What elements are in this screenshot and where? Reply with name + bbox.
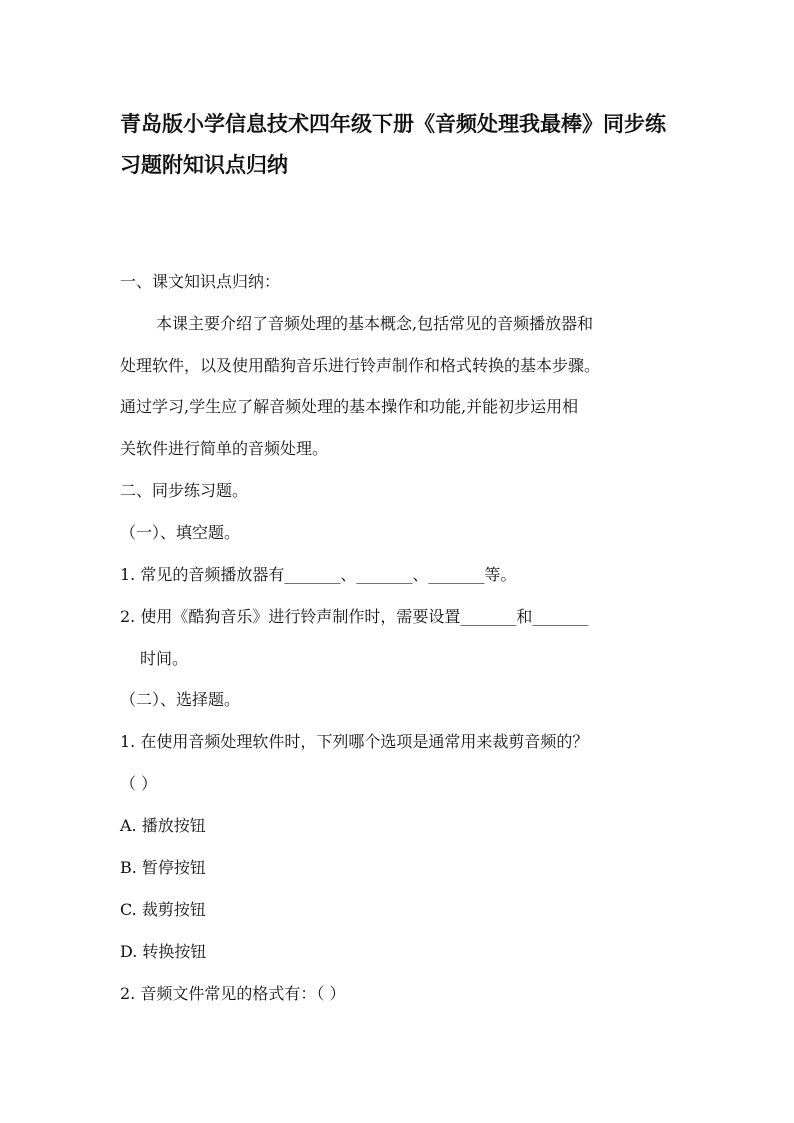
- fill-question-2-line-1: 2. 使用《酷狗音乐》进行铃声制作时，需要设置_______和_______: [120, 607, 589, 626]
- choice-question-1: 1. 在使用音频处理软件时，下列哪个选项是通常用来裁剪音频的？: [120, 732, 589, 751]
- choice-question-2: 2. 音频文件常见的格式有：（ ）: [120, 984, 346, 1003]
- fill-blank-heading: （一）、填空题。: [120, 523, 241, 542]
- choice-option-d: D. 转换按钮: [120, 942, 207, 961]
- summary-line-2: 处理软件，以及使用酷狗音乐进行铃声制作和格式转换的基本步骤。: [120, 356, 601, 375]
- fill-question-1: 1. 常见的音频播放器有_______、_______、_______等。: [120, 565, 517, 584]
- fill-question-2-line-2: 时间。: [140, 649, 189, 668]
- choice-option-c: C. 裁剪按钮: [120, 900, 206, 919]
- summary-line-1: 本课主要介绍了音频处理的基本概念,包括常见的音频播放器和: [156, 314, 594, 333]
- document-title: [120, 104, 690, 186]
- choice-question-1-answer-paren: （ ）: [120, 774, 158, 793]
- summary-line-4: 关软件进行简单的音频处理。: [120, 439, 329, 458]
- choice-option-a: A. 播放按钮: [120, 816, 206, 835]
- title-line-1: 青岛版小学信息技术四年级下册《音频处理我最棒》同步练: [120, 112, 666, 136]
- title-line-2: 习题附知识点归纳: [120, 153, 288, 177]
- choice-heading: （二）、选择题。: [120, 690, 241, 709]
- section-1-heading: 一、课文知识点归纳：: [120, 272, 281, 291]
- choice-option-b: B. 暂停按钮: [120, 858, 206, 877]
- summary-line-3: 通过学习,学生应了解音频处理的基本操作和功能,并能初步运用相: [120, 397, 579, 416]
- section-2-heading: 二、同步练习题。: [120, 481, 249, 500]
